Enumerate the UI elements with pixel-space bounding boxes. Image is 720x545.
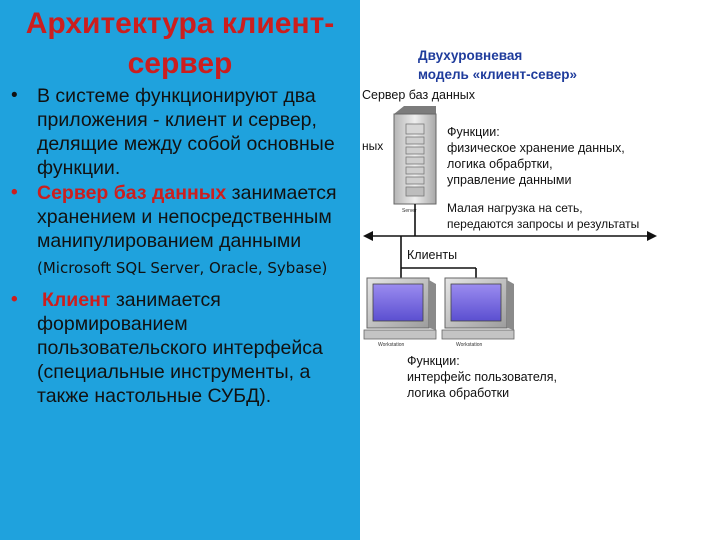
server-function-line: управление данными	[447, 173, 572, 187]
network-arrow-left-icon	[363, 231, 373, 241]
bullet-list	[0, 84, 360, 408]
text-panel	[0, 0, 360, 540]
network-note-line: Малая нагрузка на сеть,	[447, 201, 583, 215]
bullet-text: занимается формированием пользовательского интерфейса (специальные инструменты, а также настольные СУБД).	[37, 289, 323, 407]
client-function-line: логика обработки	[407, 386, 510, 400]
bullet-highlight: Клиент	[42, 289, 111, 311]
server-function-line: физическое хранение данных,	[447, 141, 625, 155]
server-function-line: Функции:	[447, 125, 500, 139]
slide-title: Архитектура клиент-сервер	[25, 7, 335, 80]
workstation-icon	[442, 278, 514, 339]
bullet-marker: •	[11, 85, 18, 106]
network-arrow-right-icon	[647, 231, 657, 241]
bullet-marker: •	[11, 289, 18, 310]
server-caption: Server	[402, 208, 417, 214]
bullet-text: В системе функционируют два приложения - клиент и сервер, делящие между собой основные функции.	[37, 85, 335, 179]
server-function-line: логика обрабртки,	[447, 157, 553, 171]
client-server-diagram	[360, 0, 720, 540]
client-function-line: Функции:	[407, 354, 460, 368]
workstation-icon	[364, 278, 436, 339]
server-label: Сервер баз данных	[362, 88, 475, 102]
workstation-caption: Workstation	[378, 342, 405, 348]
bullet-item	[0, 84, 360, 180]
bullet-text: занимается хранением и непосредственным манипулированием данными	[37, 182, 337, 252]
clipped-label: ных	[362, 139, 384, 153]
bullet-marker: •	[11, 182, 18, 203]
diagram-panel	[360, 0, 720, 540]
network-note-line: передаются запросы и результаты	[447, 217, 640, 231]
bullet-highlight: Сервер баз данных	[37, 182, 227, 204]
diagram-title-line1: Двухуровневая	[418, 48, 523, 63]
bullet-note: (Microsoft SQL Server, Oracle, Sybase)	[37, 259, 328, 277]
bullet-item	[0, 181, 360, 281]
bullet-item	[0, 288, 360, 408]
workstation-caption: Workstation	[456, 342, 483, 348]
server-tower-icon	[394, 106, 436, 204]
diagram-title-line2: модель «клиент-север»	[418, 67, 578, 82]
clients-label: Клиенты	[407, 248, 458, 262]
client-function-line: интерфейс пользователя,	[407, 370, 557, 384]
